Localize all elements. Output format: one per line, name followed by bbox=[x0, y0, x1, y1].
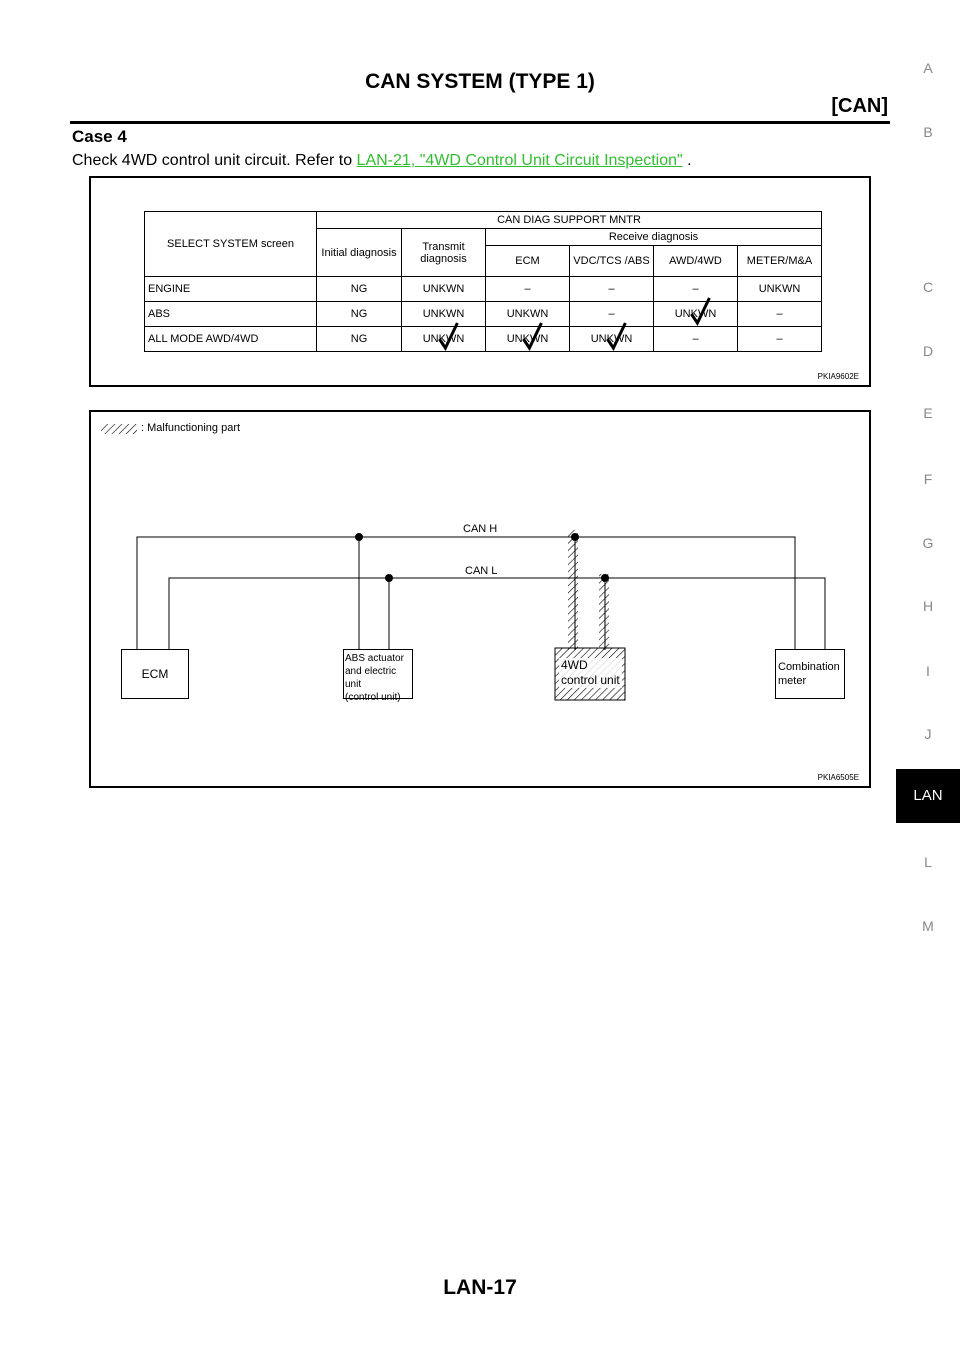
row-cell-checked bbox=[570, 327, 654, 352]
side-index-m[interactable]: M bbox=[922, 918, 934, 934]
row-cell: – bbox=[486, 277, 570, 302]
table-row bbox=[145, 327, 822, 352]
can-l-line bbox=[169, 578, 825, 652]
can-diag-table bbox=[144, 211, 822, 352]
can-diag-header: CAN DIAG SUPPORT MNTR bbox=[317, 212, 822, 229]
table-row bbox=[145, 277, 822, 302]
figure-code: PKIA6505E bbox=[817, 773, 859, 782]
circuit-diagram bbox=[91, 412, 869, 786]
intro-before: Check 4WD control unit circuit. Refer to bbox=[72, 152, 357, 169]
can-l-label: CAN L bbox=[465, 565, 498, 577]
row-cell-checked bbox=[402, 327, 486, 352]
checkmark-icon bbox=[689, 296, 711, 326]
row-transmit: UNKWN bbox=[402, 302, 486, 327]
col-vdc-tcs-abs: VDC/TCS /ABS bbox=[570, 246, 654, 277]
page-title: CAN SYSTEM (TYPE 1) bbox=[365, 70, 595, 93]
row-cell-text: UNKWN bbox=[422, 333, 465, 345]
row-transmit: UNKWN bbox=[402, 277, 486, 302]
header-divider bbox=[70, 121, 890, 124]
hatch-legend-swatch bbox=[101, 424, 137, 434]
side-index-lan[interactable]: LAN bbox=[896, 769, 960, 823]
row-cell: UNKWN bbox=[486, 302, 570, 327]
abs-unit-line: and electric unit bbox=[345, 666, 397, 690]
row-cell-text: UNKWN bbox=[674, 308, 717, 320]
side-index bbox=[896, 0, 960, 1358]
row-cell-text: UNKWN bbox=[590, 333, 633, 345]
row-cell-checked bbox=[486, 327, 570, 352]
section-label: [CAN] bbox=[831, 95, 888, 117]
ecm-box: ECM bbox=[121, 649, 189, 699]
row-initial: NG bbox=[317, 302, 402, 327]
select-system-header: SELECT SYSTEM screen bbox=[145, 212, 317, 277]
col-ecm: ECM bbox=[486, 246, 570, 277]
row-cell: UNKWN bbox=[738, 277, 822, 302]
case-title: Case 4 bbox=[72, 127, 127, 146]
awd-unit-line: 4WD bbox=[561, 658, 588, 672]
abs-unit-box bbox=[343, 649, 413, 703]
row-cell: – bbox=[570, 302, 654, 327]
table-row bbox=[145, 302, 822, 327]
can-h-label: CAN H bbox=[463, 523, 498, 535]
abs-unit-line: ABS actuator bbox=[345, 653, 404, 664]
side-index-c[interactable]: C bbox=[922, 279, 934, 295]
side-index-e[interactable]: E bbox=[923, 405, 933, 421]
abs-unit-line: (control unit) bbox=[345, 692, 401, 703]
meter-line: meter bbox=[778, 675, 807, 687]
row-cell: – bbox=[738, 327, 822, 352]
row-cell: – bbox=[654, 277, 738, 302]
page-number: LAN-17 bbox=[443, 1276, 517, 1299]
initial-diagnosis-header: Initial diagnosis bbox=[317, 229, 402, 277]
row-initial: NG bbox=[317, 277, 402, 302]
awd-can-h-node bbox=[571, 533, 579, 541]
intro-after: . bbox=[682, 152, 692, 169]
side-index-a[interactable]: A bbox=[923, 60, 933, 76]
side-index-l[interactable]: L bbox=[924, 854, 932, 870]
side-index-i[interactable]: I bbox=[926, 663, 930, 679]
row-cell-text: UNKWN bbox=[506, 333, 549, 345]
row-cell: – bbox=[654, 327, 738, 352]
checkmark-icon bbox=[521, 321, 543, 351]
abs-can-l-node bbox=[385, 574, 393, 582]
awd-unit-label bbox=[559, 658, 622, 688]
row-cell: – bbox=[738, 302, 822, 327]
combination-meter-box bbox=[775, 649, 845, 699]
diagnosis-table-figure bbox=[89, 176, 871, 387]
awd-can-l-node bbox=[601, 574, 609, 582]
inspection-link[interactable]: LAN-21, "4WD Control Unit Circuit Inspection" bbox=[356, 152, 683, 169]
side-index-f[interactable]: F bbox=[923, 471, 933, 487]
row-system: ALL MODE AWD/4WD bbox=[145, 327, 317, 352]
row-system: ABS bbox=[145, 302, 317, 327]
checkmark-icon bbox=[605, 321, 627, 351]
transmit-diagnosis-header: Transmit diagnosis bbox=[402, 229, 486, 277]
meter-line: Combination bbox=[778, 661, 840, 673]
side-index-j[interactable]: J bbox=[924, 726, 932, 742]
intro-text bbox=[72, 152, 692, 170]
awd-can-h-hatch bbox=[568, 530, 578, 650]
legend-text: : Malfunctioning part bbox=[141, 422, 241, 434]
receive-diagnosis-header: Receive diagnosis bbox=[486, 229, 822, 246]
can-h-line bbox=[137, 537, 795, 652]
row-cell-checked bbox=[654, 302, 738, 327]
circuit-diagram-figure bbox=[89, 410, 871, 788]
col-awd-4wd: AWD/4WD bbox=[654, 246, 738, 277]
checkmark-icon bbox=[437, 321, 459, 351]
side-index-h[interactable]: H bbox=[922, 598, 934, 614]
row-initial: NG bbox=[317, 327, 402, 352]
side-index-d[interactable]: D bbox=[922, 343, 934, 359]
awd-can-l-hatch bbox=[599, 574, 609, 650]
side-index-g[interactable]: G bbox=[922, 535, 934, 551]
col-meter: METER/M&A bbox=[738, 246, 822, 277]
row-cell: – bbox=[570, 277, 654, 302]
abs-can-h-node bbox=[355, 533, 363, 541]
figure-code: PKIA9602E bbox=[817, 372, 859, 381]
side-index-b[interactable]: B bbox=[923, 124, 933, 140]
awd-unit-line: control unit bbox=[561, 673, 620, 687]
row-system: ENGINE bbox=[145, 277, 317, 302]
